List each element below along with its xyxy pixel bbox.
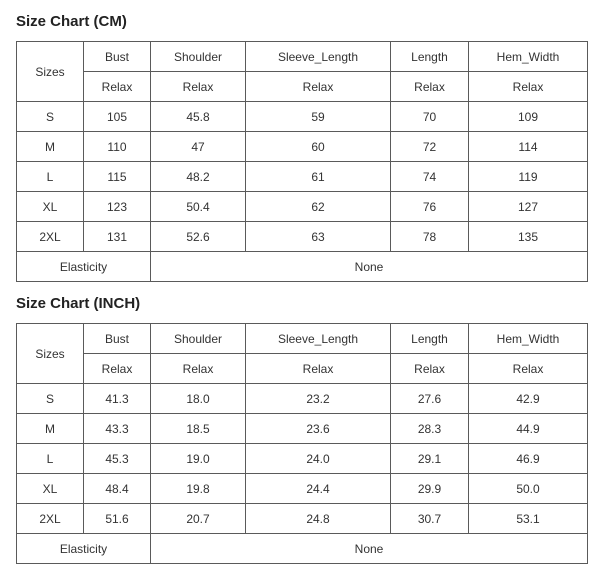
length-cell: 70 bbox=[391, 102, 469, 132]
hem-width-cell: 119 bbox=[469, 162, 588, 192]
sleeve-length-cell: 23.6 bbox=[246, 414, 391, 444]
size-cell: L bbox=[17, 444, 84, 474]
column-header-shoulder: Shoulder bbox=[151, 42, 246, 72]
size-cell: S bbox=[17, 384, 84, 414]
elasticity-row bbox=[17, 534, 588, 564]
length-cell: 29.1 bbox=[391, 444, 469, 474]
hem-width-cell: 114 bbox=[469, 132, 588, 162]
table-row bbox=[17, 162, 588, 192]
table-row bbox=[17, 192, 588, 222]
elasticity-row bbox=[17, 252, 588, 282]
hem-width-cell: 127 bbox=[469, 192, 588, 222]
hem-width-cell: 46.9 bbox=[469, 444, 588, 474]
fit-cell-shoulder: Relax bbox=[151, 72, 246, 102]
sleeve-length-cell: 23.2 bbox=[246, 384, 391, 414]
fit-cell-shoulder: Relax bbox=[151, 354, 246, 384]
sleeve-length-cell: 24.8 bbox=[246, 504, 391, 534]
size-cell: XL bbox=[17, 192, 84, 222]
table-row bbox=[17, 474, 588, 504]
column-header-sleeve-length: Sleeve_Length bbox=[246, 42, 391, 72]
column-header-hem-width: Hem_Width bbox=[469, 42, 588, 72]
shoulder-cell: 50.4 bbox=[151, 192, 246, 222]
sleeve-length-cell: 59 bbox=[246, 102, 391, 132]
size-cell: M bbox=[17, 132, 84, 162]
shoulder-cell: 52.6 bbox=[151, 222, 246, 252]
fit-cell-sleeve-length: Relax bbox=[246, 354, 391, 384]
table-row bbox=[17, 384, 588, 414]
sizes-header: Sizes bbox=[17, 324, 84, 384]
bust-cell: 41.3 bbox=[84, 384, 151, 414]
bust-cell: 105 bbox=[84, 102, 151, 132]
bust-cell: 45.3 bbox=[84, 444, 151, 474]
length-cell: 28.3 bbox=[391, 414, 469, 444]
fit-cell-hem-width: Relax bbox=[469, 354, 588, 384]
length-cell: 74 bbox=[391, 162, 469, 192]
length-cell: 27.6 bbox=[391, 384, 469, 414]
bust-cell: 110 bbox=[84, 132, 151, 162]
bust-cell: 51.6 bbox=[84, 504, 151, 534]
length-cell: 30.7 bbox=[391, 504, 469, 534]
sleeve-length-cell: 24.0 bbox=[246, 444, 391, 474]
table-row bbox=[17, 414, 588, 444]
table-row bbox=[17, 504, 588, 534]
column-header-bust: Bust bbox=[84, 324, 151, 354]
fit-cell-hem-width: Relax bbox=[469, 72, 588, 102]
table-row bbox=[17, 444, 588, 474]
elasticity-value: None bbox=[151, 252, 588, 282]
header-row bbox=[17, 42, 588, 72]
fit-cell-length: Relax bbox=[391, 354, 469, 384]
hem-width-cell: 50.0 bbox=[469, 474, 588, 504]
fit-row bbox=[17, 354, 588, 384]
length-cell: 76 bbox=[391, 192, 469, 222]
size-cell: 2XL bbox=[17, 504, 84, 534]
column-header-length: Length bbox=[391, 42, 469, 72]
size-chart-inch-table bbox=[16, 323, 588, 564]
sleeve-length-cell: 61 bbox=[246, 162, 391, 192]
elasticity-value: None bbox=[151, 534, 588, 564]
fit-cell-bust: Relax bbox=[84, 354, 151, 384]
bust-cell: 115 bbox=[84, 162, 151, 192]
hem-width-cell: 53.1 bbox=[469, 504, 588, 534]
shoulder-cell: 20.7 bbox=[151, 504, 246, 534]
bust-cell: 48.4 bbox=[84, 474, 151, 504]
size-cell: XL bbox=[17, 474, 84, 504]
size-chart-inch-title: Size Chart (INCH) bbox=[16, 295, 141, 312]
shoulder-cell: 19.0 bbox=[151, 444, 246, 474]
table-row bbox=[17, 102, 588, 132]
hem-width-cell: 42.9 bbox=[469, 384, 588, 414]
bust-cell: 131 bbox=[84, 222, 151, 252]
column-header-sleeve-length: Sleeve_Length bbox=[246, 324, 391, 354]
sleeve-length-cell: 62 bbox=[246, 192, 391, 222]
size-chart-cm-table bbox=[16, 41, 588, 282]
hem-width-cell: 109 bbox=[469, 102, 588, 132]
size-cell: L bbox=[17, 162, 84, 192]
fit-cell-bust: Relax bbox=[84, 72, 151, 102]
shoulder-cell: 18.5 bbox=[151, 414, 246, 444]
sleeve-length-cell: 24.4 bbox=[246, 474, 391, 504]
sleeve-length-cell: 63 bbox=[246, 222, 391, 252]
shoulder-cell: 47 bbox=[151, 132, 246, 162]
column-header-hem-width: Hem_Width bbox=[469, 324, 588, 354]
elasticity-label: Elasticity bbox=[17, 252, 151, 282]
column-header-bust: Bust bbox=[84, 42, 151, 72]
column-header-length: Length bbox=[391, 324, 469, 354]
length-cell: 78 bbox=[391, 222, 469, 252]
size-cell: 2XL bbox=[17, 222, 84, 252]
shoulder-cell: 45.8 bbox=[151, 102, 246, 132]
table-row bbox=[17, 132, 588, 162]
shoulder-cell: 19.8 bbox=[151, 474, 246, 504]
shoulder-cell: 48.2 bbox=[151, 162, 246, 192]
sleeve-length-cell: 60 bbox=[246, 132, 391, 162]
table-row bbox=[17, 222, 588, 252]
fit-cell-length: Relax bbox=[391, 72, 469, 102]
sizes-header: Sizes bbox=[17, 42, 84, 102]
hem-width-cell: 135 bbox=[469, 222, 588, 252]
length-cell: 29.9 bbox=[391, 474, 469, 504]
column-header-shoulder: Shoulder bbox=[151, 324, 246, 354]
bust-cell: 43.3 bbox=[84, 414, 151, 444]
header-row bbox=[17, 324, 588, 354]
size-cell: M bbox=[17, 414, 84, 444]
elasticity-label: Elasticity bbox=[17, 534, 151, 564]
fit-row bbox=[17, 72, 588, 102]
size-chart-cm-title: Size Chart (CM) bbox=[16, 13, 127, 30]
size-cell: S bbox=[17, 102, 84, 132]
shoulder-cell: 18.0 bbox=[151, 384, 246, 414]
bust-cell: 123 bbox=[84, 192, 151, 222]
length-cell: 72 bbox=[391, 132, 469, 162]
hem-width-cell: 44.9 bbox=[469, 414, 588, 444]
fit-cell-sleeve-length: Relax bbox=[246, 72, 391, 102]
